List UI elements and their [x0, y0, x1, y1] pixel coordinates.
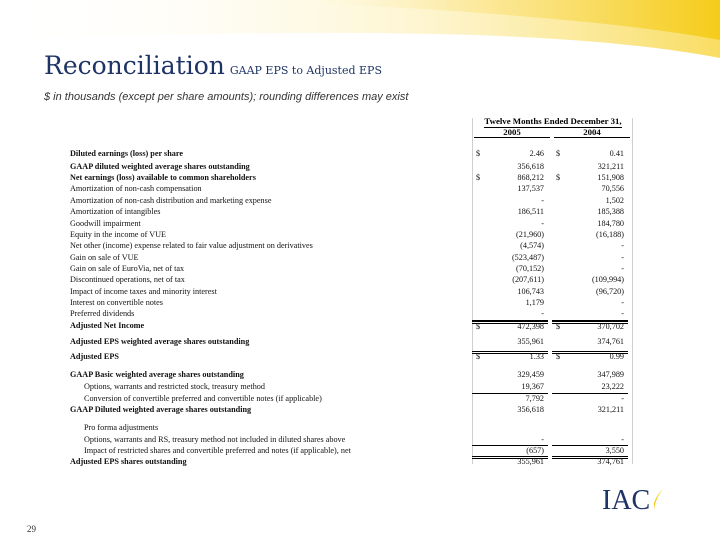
value-2005: 186,511 — [517, 207, 544, 216]
cell-2004 — [552, 351, 628, 361]
table-row — [70, 393, 632, 404]
value-2004: 0.99 — [609, 352, 624, 361]
value-2004: 3,550 — [605, 446, 624, 455]
value-2004: (16,188) — [596, 230, 624, 239]
value-2004: - — [621, 241, 624, 250]
period-header — [474, 116, 632, 126]
cell-2004 — [552, 456, 628, 466]
value-2005: (4,574) — [520, 241, 544, 250]
row-label: Amortization of non-cash compensation — [70, 184, 202, 193]
table-row — [70, 351, 632, 362]
value-2005: 472,398 — [517, 322, 544, 331]
value-2005: (523,487) — [511, 253, 544, 262]
row-label: Conversion of convertible preferred and convertible notes (if applicable) — [84, 394, 322, 403]
row-label: Net earnings (loss) available to common shareholders — [70, 173, 256, 182]
table-row — [70, 381, 632, 392]
row-label: Interest on convertible notes — [70, 298, 163, 307]
value-2005: 7,792 — [525, 394, 544, 403]
cell-2004 — [552, 393, 628, 403]
currency-symbol: $ — [476, 149, 481, 158]
table-row — [70, 252, 632, 263]
value-2004: 70,556 — [601, 184, 624, 193]
value-2004: 184,780 — [597, 219, 624, 228]
value-2004: - — [621, 298, 624, 307]
row-label: Goodwill impairment — [70, 219, 141, 228]
currency-symbol: $ — [476, 322, 481, 331]
table-row — [70, 308, 632, 319]
value-2005: (70,152) — [516, 264, 544, 273]
row-label: Adjusted EPS weighted average shares outstanding — [70, 337, 250, 346]
row-label: Options, warrants and RS, treasury method not included in diluted shares above — [84, 435, 346, 444]
year-header-2004: 2004 — [554, 127, 630, 138]
table-row — [70, 369, 632, 380]
value-2005: - — [541, 196, 544, 205]
table-row — [70, 148, 632, 159]
value-2004: - — [621, 264, 624, 273]
currency-symbol: $ — [556, 322, 561, 331]
page-title — [44, 51, 382, 80]
logo-text: IAC — [602, 485, 651, 514]
table-row — [70, 274, 632, 285]
year-header-2005: 2005 — [474, 127, 550, 138]
cell-2005 — [472, 351, 548, 361]
value-2004: - — [621, 253, 624, 262]
row-label: Amortization of non-cash distribution and marketing expense — [70, 196, 272, 205]
cell-2004 — [552, 445, 628, 455]
table-row — [70, 456, 632, 467]
row-label: Equity in the income of VUE — [70, 230, 167, 239]
row-label: Impact of income taxes and minority interest — [70, 287, 217, 296]
table-row — [70, 445, 632, 456]
table-row — [70, 422, 632, 433]
table-row — [70, 218, 632, 229]
value-2004: 151,908 — [597, 173, 624, 182]
row-label: Options, warrants and restricted stock, treasury method — [84, 382, 265, 391]
value-2005: (657) — [526, 446, 544, 455]
table-row — [70, 206, 632, 217]
title-sub: GAAP EPS to Adjusted EPS — [229, 64, 382, 77]
row-label: Gain on sale of VUE — [70, 253, 139, 262]
value-2004: 321,211 — [597, 162, 624, 171]
value-2005: 2.46 — [529, 149, 544, 158]
period-header-label: Twelve Months Ended December 31, — [484, 116, 622, 126]
value-2004: 374,761 — [597, 337, 624, 346]
value-2004: - — [621, 394, 624, 403]
row-label: GAAP Basic weighted average shares outstanding — [70, 370, 244, 379]
currency-symbol: $ — [476, 352, 481, 361]
value-2004: - — [621, 309, 624, 318]
value-2005: 355,961 — [517, 457, 544, 466]
value-2005: (21,960) — [516, 230, 544, 239]
cell-2005 — [472, 320, 548, 331]
row-label: GAAP Diluted weighted average shares outstanding — [70, 405, 252, 414]
currency-symbol: $ — [556, 173, 561, 182]
value-2004: 185,388 — [597, 207, 624, 216]
table-row — [70, 229, 632, 240]
table-border-right — [632, 118, 633, 464]
value-2004: 0.41 — [609, 149, 624, 158]
table-row — [70, 183, 632, 194]
value-2005: 356,618 — [517, 405, 544, 414]
cell-2005 — [472, 456, 548, 466]
table-row — [70, 336, 632, 347]
table-row — [70, 263, 632, 274]
currency-symbol: $ — [556, 352, 561, 361]
value-2005: - — [541, 435, 544, 444]
table-row — [70, 434, 632, 445]
row-label: Adjusted EPS — [70, 352, 119, 361]
page-number: 29 — [27, 524, 36, 534]
value-2005: 868,212 — [517, 173, 544, 182]
value-2004: 1,502 — [605, 196, 624, 205]
value-2004: 23,222 — [601, 382, 624, 391]
row-label: Preferred dividends — [70, 309, 135, 318]
cell-2004 — [552, 320, 628, 331]
iac-logo — [602, 484, 664, 519]
value-2005: - — [541, 219, 544, 228]
value-2004: 374,761 — [597, 457, 624, 466]
row-label: Amortization of intangibles — [70, 207, 161, 216]
value-2005: 355,961 — [517, 337, 544, 346]
value-2005: 1.33 — [529, 352, 544, 361]
title-main: Reconciliation — [44, 51, 225, 80]
value-2005: 106,743 — [517, 287, 544, 296]
row-label: Diluted earnings (loss) per share — [70, 149, 183, 158]
currency-symbol: $ — [476, 173, 481, 182]
value-2004: (96,720) — [596, 287, 624, 296]
value-2004: 370,702 — [597, 322, 624, 331]
cell-2005 — [472, 393, 548, 403]
row-label: Adjusted EPS shares outstanding — [70, 457, 187, 466]
table-row — [70, 320, 632, 331]
value-2005: 137,537 — [517, 184, 544, 193]
value-2004: 347,989 — [597, 370, 624, 379]
logo-swoosh-icon — [654, 489, 663, 510]
value-2004: (109,994) — [591, 275, 624, 284]
value-2004: - — [621, 435, 624, 444]
row-label: Pro forma adjustments — [84, 423, 159, 432]
cell-2005 — [472, 445, 548, 455]
table-row — [70, 161, 632, 172]
row-label: Adjusted Net Income — [70, 321, 145, 330]
row-label: GAAP diluted weighted average shares outstanding — [70, 162, 250, 171]
currency-symbol: $ — [556, 149, 561, 158]
row-label: Gain on sale of EuroVia, net of tax — [70, 264, 185, 273]
value-2005: - — [541, 309, 544, 318]
table-row — [70, 297, 632, 308]
value-2005: (207,611) — [512, 275, 544, 284]
row-label: Discontinued operations, net of tax — [70, 275, 185, 284]
units-note: $ in thousands (except per share amounts); rounding differences may exist — [44, 91, 409, 103]
value-2005: 329,459 — [517, 370, 544, 379]
value-2004: 321,211 — [597, 405, 624, 414]
table-row — [70, 286, 632, 297]
value-2005: 19,367 — [521, 382, 544, 391]
row-label: Impact of restricted shares and convertible preferred and notes (if applicable), net — [84, 446, 351, 455]
value-2005: 1,179 — [525, 298, 544, 307]
value-2005: 356,618 — [517, 162, 544, 171]
table-row — [70, 172, 632, 183]
table-row — [70, 195, 632, 206]
row-label: Net other (income) expense related to fair value adjustment on derivatives — [70, 241, 313, 250]
table-row — [70, 404, 632, 415]
table-row — [70, 240, 632, 251]
